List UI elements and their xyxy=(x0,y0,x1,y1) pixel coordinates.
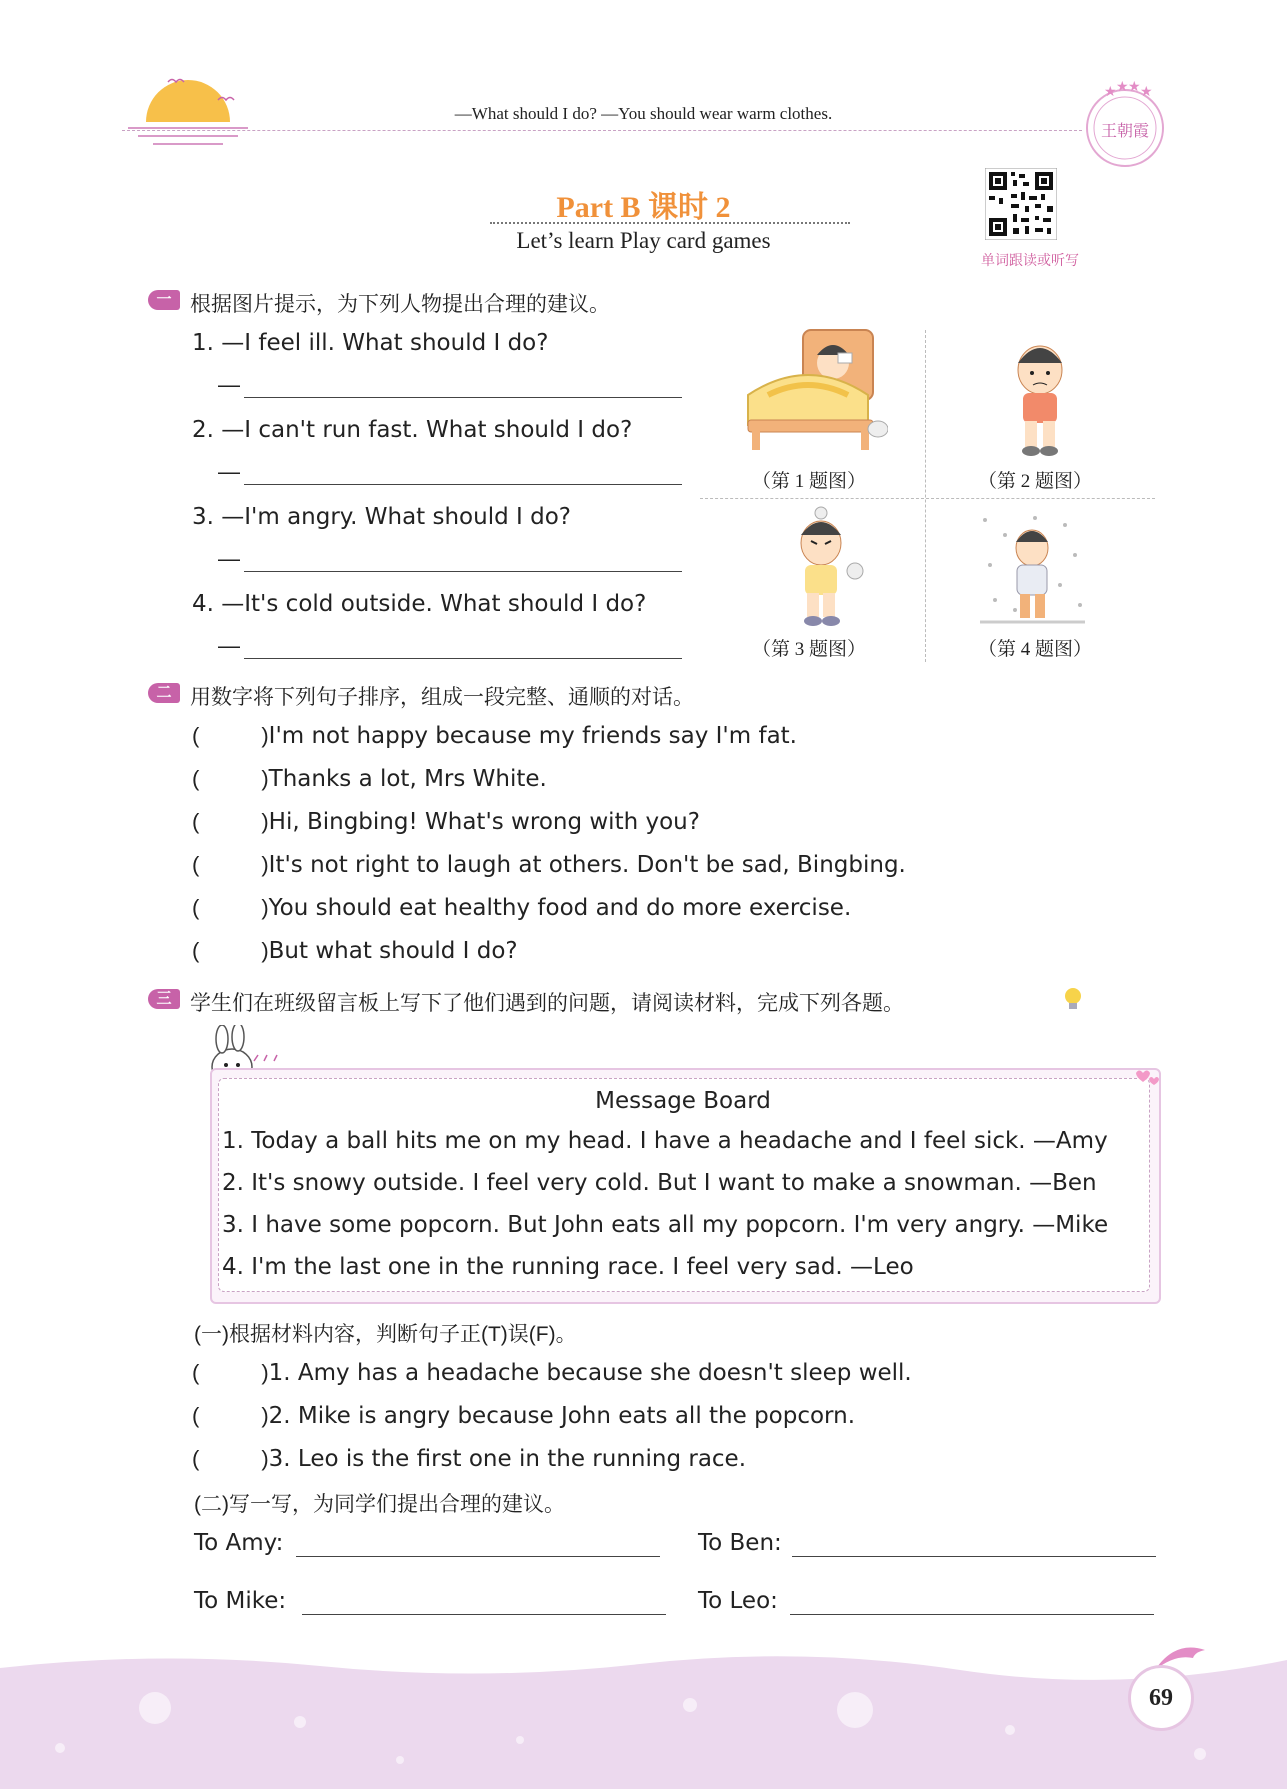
answer-line-1[interactable] xyxy=(244,397,682,398)
order-item-2 xyxy=(192,766,1092,792)
board-message-1: 1. Today a ball hits me on my head. I have a headache and I feel sick. —Amy xyxy=(222,1128,1108,1154)
order-sentence-4: It's not right to laugh at others. Don't be sad, Bingbing. xyxy=(268,852,906,878)
tf-item-3 xyxy=(192,1446,1092,1472)
svg-text:★: ★ xyxy=(1104,83,1117,99)
order-item-5 xyxy=(192,895,1092,921)
order-item-1 xyxy=(192,723,1092,749)
picture-caption-4: （第 4 题图） xyxy=(978,639,1093,660)
title-divider xyxy=(490,222,850,224)
svg-text:★: ★ xyxy=(1128,80,1141,94)
to-ben-answer-line[interactable] xyxy=(792,1556,1156,1557)
order-paren-open[interactable]: ( xyxy=(192,766,200,791)
answer-line-2[interactable] xyxy=(244,484,682,485)
question-2: 2. —I can't run fast. What should I do? xyxy=(192,417,633,443)
qr-code-icon[interactable] xyxy=(985,168,1057,240)
tf-item-2 xyxy=(192,1403,1092,1429)
board-message-2: 2. It's snowy outside. I feel very cold. But I want to make a snowman. —Ben xyxy=(222,1170,1097,1196)
section3-instruction: 学生们在班级留言板上写下了他们遇到的问题，请阅读材料，完成下列各题。 xyxy=(190,992,904,1015)
question-3: 3. —I'm angry. What should I do? xyxy=(192,504,571,530)
header-divider xyxy=(122,130,1082,131)
order-sentence-5: You should eat healthy food and do more exercise. xyxy=(268,895,852,921)
order-sentence-3: Hi, Bingbing! What's wrong with you? xyxy=(268,809,700,835)
page-title: Part B 课时 2 xyxy=(556,191,731,224)
message-board-title: Message Board xyxy=(595,1088,771,1114)
tired-boy-illustration xyxy=(995,335,1085,460)
question-1: 1. —I feel ill. What should I do? xyxy=(192,330,549,356)
advice-part-title: (二)写一写，为同学们提出合理的建议。 xyxy=(194,1493,565,1516)
order-item-4 xyxy=(192,852,1172,878)
tf-item-1 xyxy=(192,1360,1092,1386)
order-paren-close: ) xyxy=(261,809,269,834)
tf-statement-3: 3. Leo is the first one in the running race. xyxy=(268,1446,747,1472)
to-ben-label: To Ben: xyxy=(698,1530,782,1556)
tf-paren-open[interactable]: ( xyxy=(192,1446,200,1471)
picture-caption-1: （第 1 题图） xyxy=(752,471,867,492)
qr-code-label: 单词跟读或听写 xyxy=(981,252,1079,268)
order-paren-open[interactable]: ( xyxy=(192,895,200,920)
order-sentence-2: Thanks a lot, Mrs White. xyxy=(268,766,547,792)
board-message-3: 3. I have some popcorn. But John eats all my popcorn. I'm very angry. —Mike xyxy=(222,1212,1109,1238)
order-paren-close: ) xyxy=(261,766,269,791)
angry-boy-illustration xyxy=(775,505,875,630)
lightbulb-icon xyxy=(1062,986,1084,1012)
order-paren-open[interactable]: ( xyxy=(192,852,200,877)
answer-dash-3: — xyxy=(218,546,240,571)
board-message-4: 4. I'm the last one in the running race. I feel very sad. —Leo xyxy=(222,1254,914,1280)
tf-paren-close: ) xyxy=(261,1446,269,1471)
order-paren-close: ) xyxy=(261,895,269,920)
section1-badge: 一 xyxy=(148,290,180,310)
sick-boy-in-bed-illustration xyxy=(738,325,888,455)
publisher-seal-icon xyxy=(1080,80,1170,170)
order-sentence-6: But what should I do? xyxy=(268,938,518,964)
cold-boy-in-snow-illustration xyxy=(975,510,1090,630)
tf-paren-open[interactable]: ( xyxy=(192,1403,200,1428)
to-amy-answer-line[interactable] xyxy=(296,1556,660,1557)
section2-badge: 二 xyxy=(148,683,180,703)
picture-caption-2: （第 2 题图） xyxy=(978,471,1093,492)
tf-statement-2: 2. Mike is angry because John eats all the popcorn. xyxy=(268,1403,855,1429)
section1-instruction: 根据图片提示，为下列人物提出合理的建议。 xyxy=(190,293,610,316)
answer-line-4[interactable] xyxy=(244,658,682,659)
to-leo-answer-line[interactable] xyxy=(790,1614,1154,1615)
picture-grid-horizontal xyxy=(700,498,1155,499)
header-text: —What should I do? —You should wear warm clothes. xyxy=(454,104,833,123)
seal-text: 王朝霞 xyxy=(1100,121,1150,140)
picture-grid-vertical xyxy=(925,330,926,662)
to-mike-label: To Mike: xyxy=(194,1588,287,1614)
footer-wave-decoration xyxy=(0,1650,1287,1789)
order-paren-open[interactable]: ( xyxy=(192,809,200,834)
picture-caption-3: （第 3 题图） xyxy=(752,639,867,660)
question-4: 4. —It's cold outside. What should I do? xyxy=(192,591,647,617)
order-sentence-1: I'm not happy because my friends say I'm fat. xyxy=(268,723,797,749)
tf-paren-close: ) xyxy=(261,1360,269,1385)
svg-text:★: ★ xyxy=(1116,80,1129,94)
order-item-6 xyxy=(192,938,1092,964)
answer-dash-2: — xyxy=(218,459,240,484)
answer-line-3[interactable] xyxy=(244,571,682,572)
page-subtitle: Let’s learn Play card games xyxy=(516,228,771,253)
svg-text:★: ★ xyxy=(1140,83,1153,99)
to-leo-label: To Leo: xyxy=(698,1588,778,1614)
section2-instruction: 用数字将下列句子排序，组成一段完整、通顺的对话。 xyxy=(190,686,694,709)
tf-statement-1: 1. Amy has a headache because she doesn't sleep well. xyxy=(268,1360,912,1386)
order-paren-open[interactable]: ( xyxy=(192,723,200,748)
tf-paren-open[interactable]: ( xyxy=(192,1360,200,1385)
answer-dash-1: — xyxy=(218,372,240,397)
tf-part-title: (一)根据材料内容，判断句子正(T)误(F)。 xyxy=(194,1323,577,1346)
tf-paren-close: ) xyxy=(261,1403,269,1428)
page-number: 69 xyxy=(1128,1665,1194,1731)
order-paren-open[interactable]: ( xyxy=(192,938,200,963)
order-paren-close: ) xyxy=(261,852,269,877)
to-mike-answer-line[interactable] xyxy=(302,1614,666,1615)
order-item-3 xyxy=(192,809,1092,835)
order-paren-close: ) xyxy=(261,938,269,963)
to-amy-label: To Amy: xyxy=(194,1530,284,1556)
section3-badge: 三 xyxy=(148,989,180,1009)
order-paren-close: ) xyxy=(261,723,269,748)
answer-dash-4: — xyxy=(218,633,240,658)
